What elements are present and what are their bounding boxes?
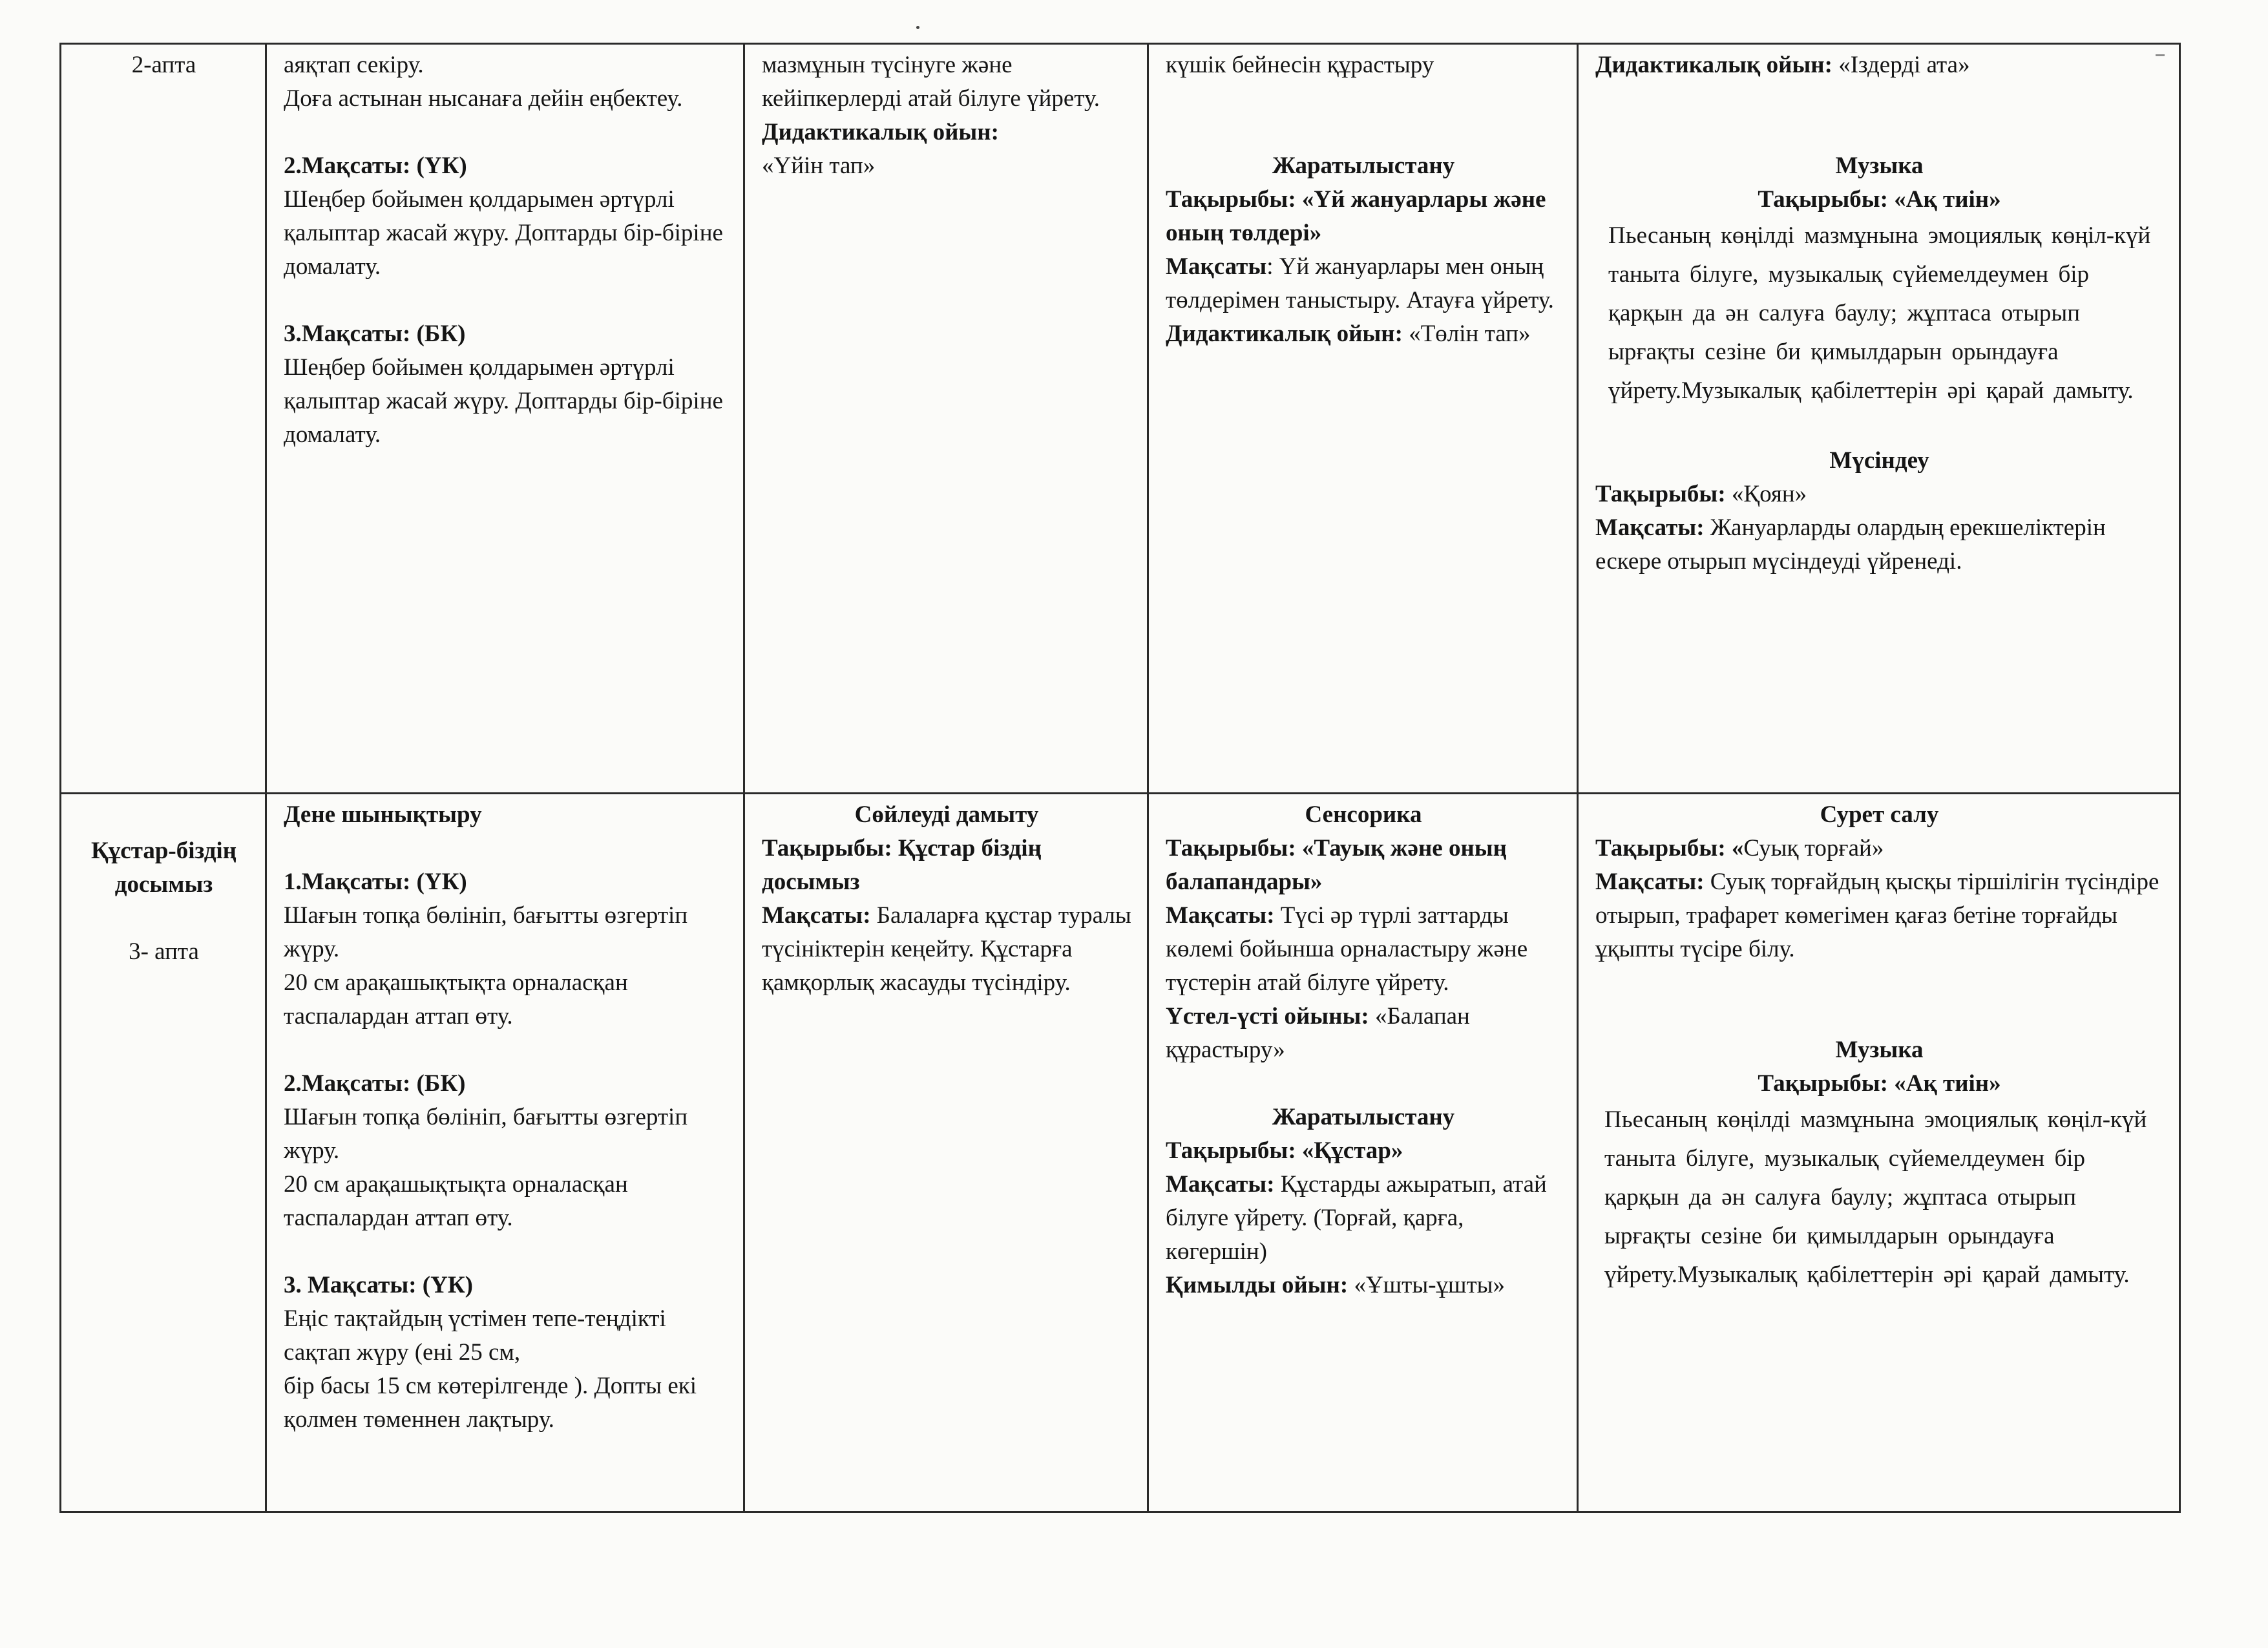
subject-title: Музыка [1835, 153, 1924, 179]
topic-value: Суық торғай» [1743, 835, 1884, 861]
text: мазмұнын түсінуге және кейіпкерлерді атай білуге үйрету. [762, 52, 1100, 112]
scan-dash [2156, 54, 2165, 56]
topic: Тақырыбы: «Үй жануарлары және оның төлдері» [1166, 186, 1546, 246]
table-row [61, 44, 2180, 794]
week-label: 2-апта [131, 52, 196, 78]
theme-title: Құстар-біздің досымыз [90, 838, 237, 898]
goal-value: Түсі әр түрлі заттарды көлемі бойынша орналастыру және түстерін атай білуге үйрету. [1166, 902, 1528, 996]
goal-value: : Үй жануарлары мен оның төлдерімен таныстыру. Атауға үйрету. [1166, 253, 1554, 313]
game-value: «Іздерді ата» [1832, 52, 1970, 78]
goal-label: Мақсаты: [1166, 1171, 1275, 1198]
subject-title: Мүсіндеу [1829, 447, 1929, 474]
subject-title: Сенсорика [1305, 801, 1422, 828]
subject-title: Жаратылыстану [1272, 153, 1455, 179]
scan-dot [916, 26, 919, 29]
game-value: «Ұшты-ұшты» [1348, 1272, 1506, 1298]
weekly-plan-table [59, 43, 2181, 1513]
subject-title: Жаратылыстану [1272, 1104, 1455, 1130]
game-label: Қимылды ойын: [1166, 1272, 1349, 1298]
goal-text: Шағын топқа бөлініп, бағытты өзгертіп жүру. 20 см арақашықтықта орналасқан таспалардан аттап өту. [284, 1104, 688, 1231]
subject-title: Музыка [1835, 1037, 1924, 1063]
goal-title: 1.Мақсаты: (ҮК) [284, 869, 467, 895]
art-music-cell [1578, 44, 2180, 794]
topic: Тақырыбы: «Ақ тиін» [1758, 1070, 2001, 1097]
week-label: 3- апта [129, 938, 199, 965]
topic: Тақырыбы: Құстар біздің досымыз [762, 835, 1042, 895]
game-value: «Төлін тап» [1402, 321, 1531, 347]
subject-title: Сөйлеуді дамыту [854, 801, 1039, 828]
sensory-nature-cell [1148, 44, 1578, 794]
subject-title: Сурет салу [1820, 801, 1939, 828]
topic-value: «Қоян» [1725, 481, 1807, 507]
goal-text: Еңіс тақтайдың үстімен тепе-теңдікті сақтап жүру (ені 25 см, бір басы 15 см көтерілгенде ). Допты екі қолмен төменнен лақтыру. [284, 1305, 697, 1433]
goal-label: Мақсаты: [1166, 902, 1275, 929]
goal-label: Мақсаты: [1595, 869, 1705, 895]
speech-cell [744, 794, 1148, 1512]
game-value: «Балапан құрастыру» [1166, 1003, 1470, 1063]
text: Доға астынан нысанаға дейін еңбектеу. [284, 85, 683, 112]
goal-title: 2.Мақсаты: (БК) [284, 1070, 466, 1097]
game-label: Дидактикалық ойын: [1595, 52, 1832, 78]
goal-value: Балаларға құстар туралы түсініктерін кеңейту. Құстарға қамқорлық жасауды түсіндіру. [762, 902, 1131, 996]
physical-education-cell [266, 794, 744, 1512]
goal-text: Шағын топқа бөлініп, бағытты өзгертіп жүру. 20 см арақашықтықта орналасқан таспалардан аттап өту. [284, 902, 688, 1030]
goal-text: Шеңбер бойымен қолдарымен әртүрлі қалыптар жасай жүру. Доптарды бір-біріне домалату. [284, 354, 723, 448]
topic: Тақырыбы: «Ақ тиін» [1758, 186, 2001, 213]
game-label: Үстел-үсті ойыны: [1166, 1003, 1369, 1030]
text: аяқтап секіру. [284, 52, 424, 78]
week-cell [61, 44, 266, 794]
goal-label: Мақсаты: [762, 902, 871, 929]
music-text: Пьесаның көңілді мазмұнына эмоциялық көңіл-күй таныта білуге, музыкалық сүйемелдеумен бір қарқын да ән салуға баулу; жұптаса отырып ырғақты сезіне би қимылдарын орындауға үйрету.Музыкалық қабілеттерін әрі қарай дамыту. [1604, 1106, 2147, 1288]
goal-text: Шеңбер бойымен қолдарымен әртүрлі қалыптар жасай жүру. Доптарды бір-біріне домалату. [284, 186, 723, 280]
art-music-cell [1578, 794, 2180, 1512]
game-value: «Үйін тап» [762, 153, 876, 179]
game-label: Дидактикалық ойын: [1166, 321, 1403, 347]
goal-value: Жануарларды олардың ерекшеліктерін ескере отырып мүсіндеуді үйренеді. [1595, 514, 2106, 575]
text: күшік бейнесін құрастыру [1166, 52, 1434, 78]
physical-education-cell [266, 44, 744, 794]
table-row [61, 794, 2180, 1512]
goal-title: 2.Мақсаты: (ҮК) [284, 153, 467, 179]
sensory-nature-cell [1148, 794, 1578, 1512]
subject-title: Дене шынықтыру [284, 801, 482, 828]
goal-title: 3. Мақсаты: (ҮК) [284, 1272, 473, 1298]
goal-title: 3.Мақсаты: (БК) [284, 321, 466, 347]
theme-week-cell [61, 794, 266, 1512]
goal-label: Мақсаты [1166, 253, 1267, 280]
speech-cell [744, 44, 1148, 794]
goal-value: Құстарды ажыратып, атай білуге үйрету. (Торғай, қарға, көгершін) [1166, 1171, 1547, 1265]
game-label: Дидактикалық ойын: [762, 119, 999, 145]
goal-label: Мақсаты: [1595, 514, 1705, 541]
goal-value: Суық торғайдың қысқы тіршілігін түсіндіре отырып, трафарет көмегімен қағаз бетіне торғайды ұқыпты түсіре білу. [1595, 869, 2159, 962]
topic-label: Тақырыбы: « [1595, 835, 1744, 861]
topic-label: Тақырыбы: [1595, 481, 1726, 507]
topic: Тақырыбы: «Құстар» [1166, 1137, 1403, 1164]
topic: Тақырыбы: «Тауық және оның балапандары» [1166, 835, 1507, 895]
music-text: Пьесаның көңілді мазмұнына эмоциялық көңіл-күй таныта білуге, музыкалық сүйемелдеумен бір қарқын да ән салуға баулу; жұптаса отырып ырғақты сезіне би қимылдарын орындауға үйрету.Музыкалық қабілеттерін әрі қарай дамыту. [1608, 222, 2151, 404]
